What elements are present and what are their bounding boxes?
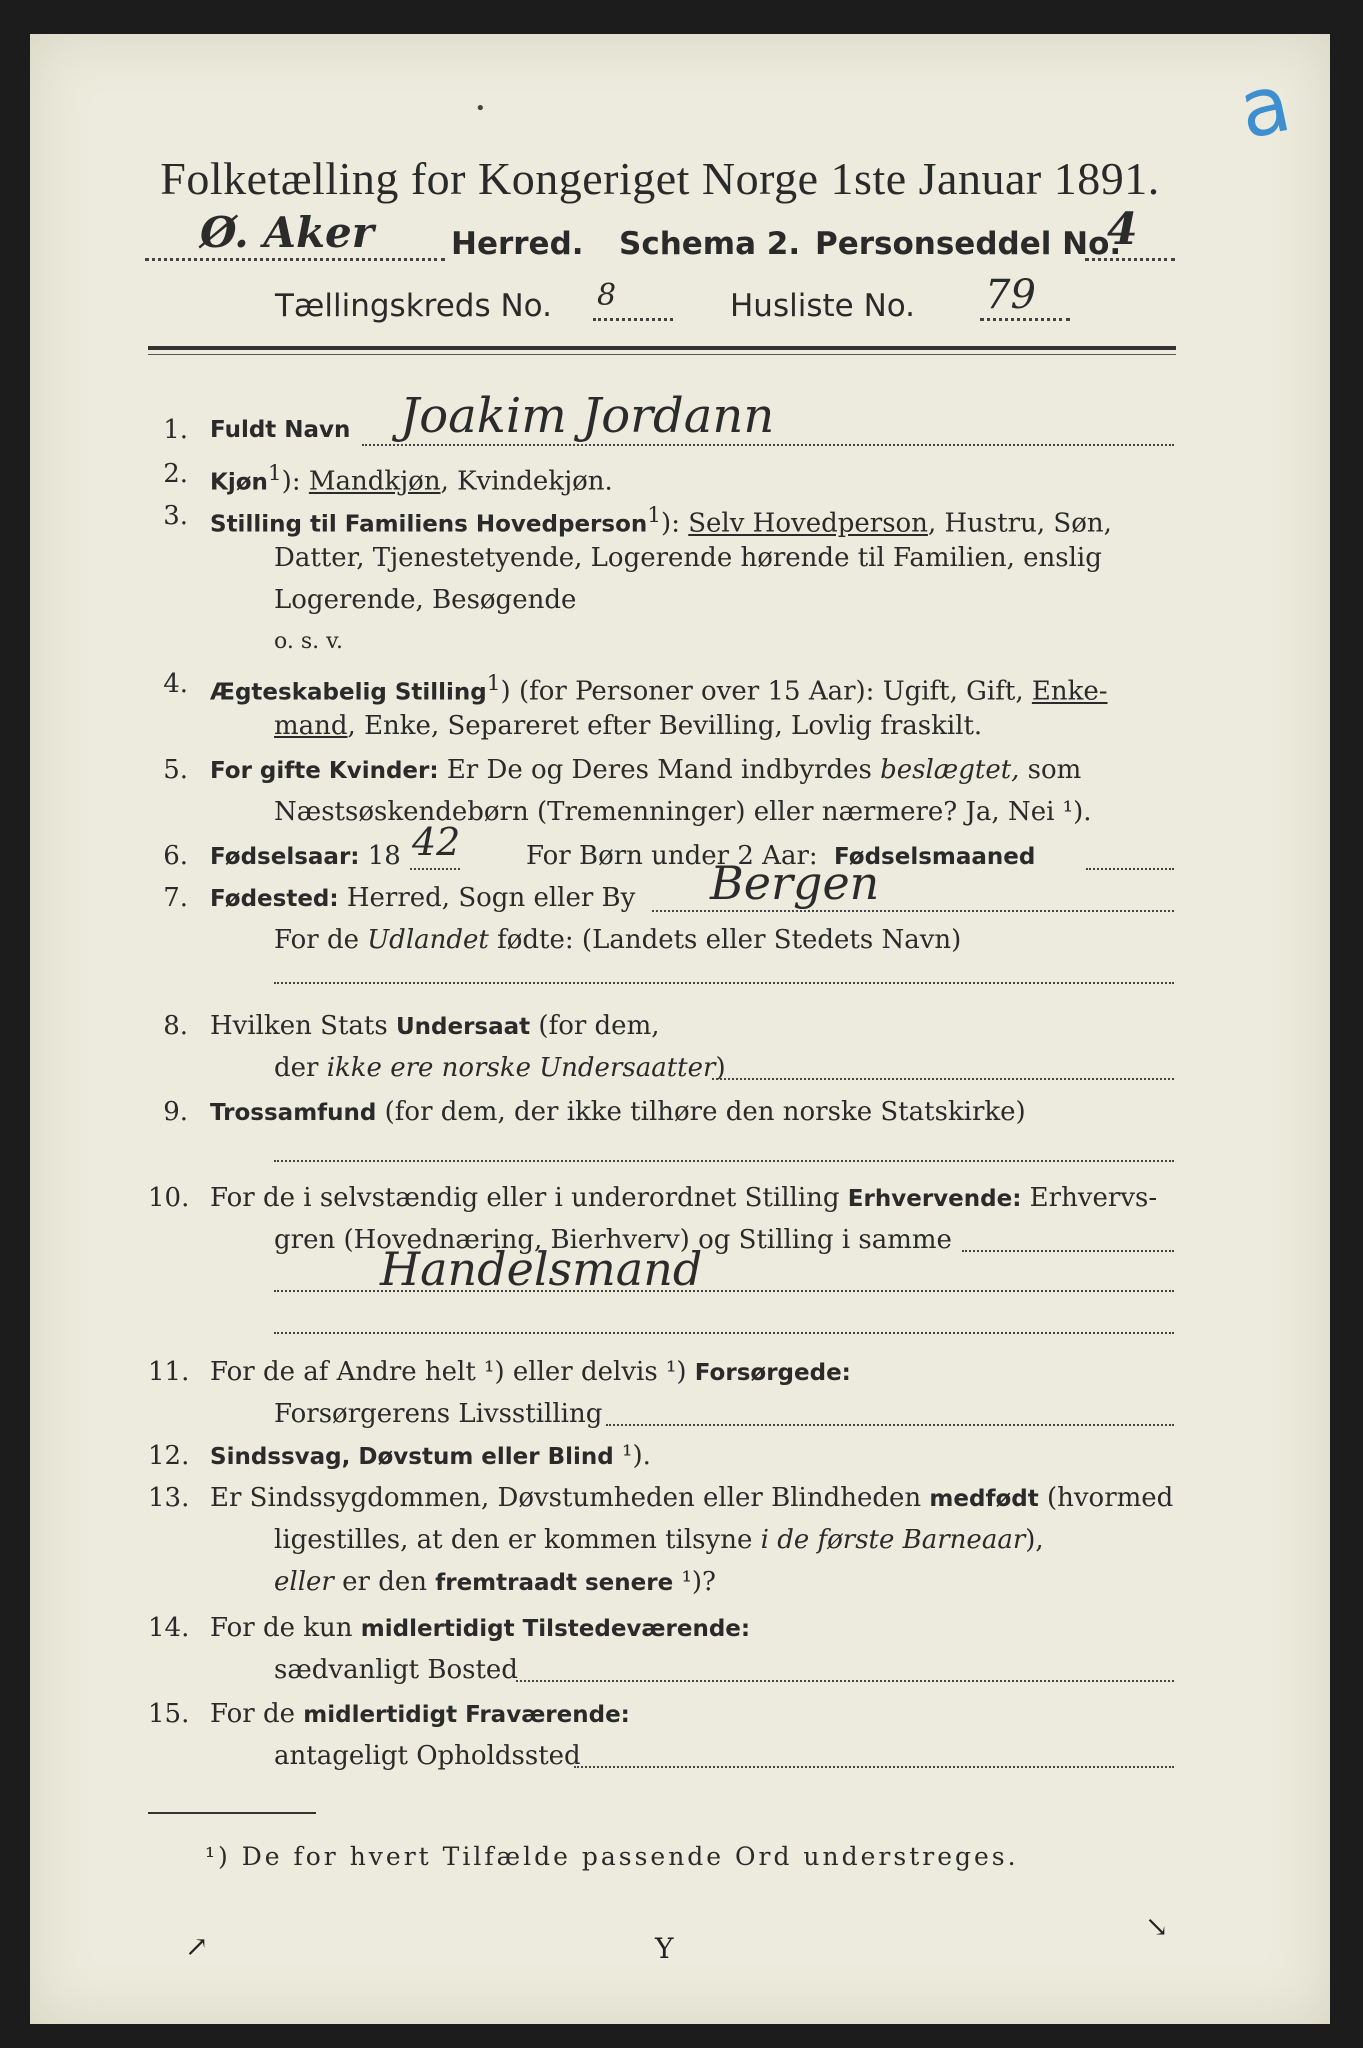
herred-value: Ø. Aker [200,208,374,257]
answer-full-name: Joakim Jordann [400,388,775,444]
corner-pencil-mark: a [1230,55,1299,158]
footnote-rule [148,1812,316,1814]
schema-label: Schema 2. [619,226,801,262]
answer-birth-year: 42 [412,820,461,864]
kreds-label: Tællingskreds No. [275,288,552,324]
herred-label: Herred. [451,226,584,262]
husliste-value: 79 [985,272,1036,318]
personseddel-label: Personseddel No. [815,226,1122,262]
kreds-value: 8 [597,278,617,313]
footnote: ¹) De for hvert Tilfælde passende Ord understreges. [205,1842,1019,1871]
personseddel-value: 4 [1107,204,1138,255]
answer-occupation: Handelsmand [380,1242,703,1296]
husliste-label: Husliste No. [730,288,916,324]
herred-schema-line [145,204,1175,268]
header-rule [148,346,1176,350]
kreds-husliste-line [275,272,1075,328]
form-title: Folketælling for Kongeriget Norge 1ste Januar 1891. [160,153,1160,204]
answer-birthplace: Bergen [710,856,880,910]
